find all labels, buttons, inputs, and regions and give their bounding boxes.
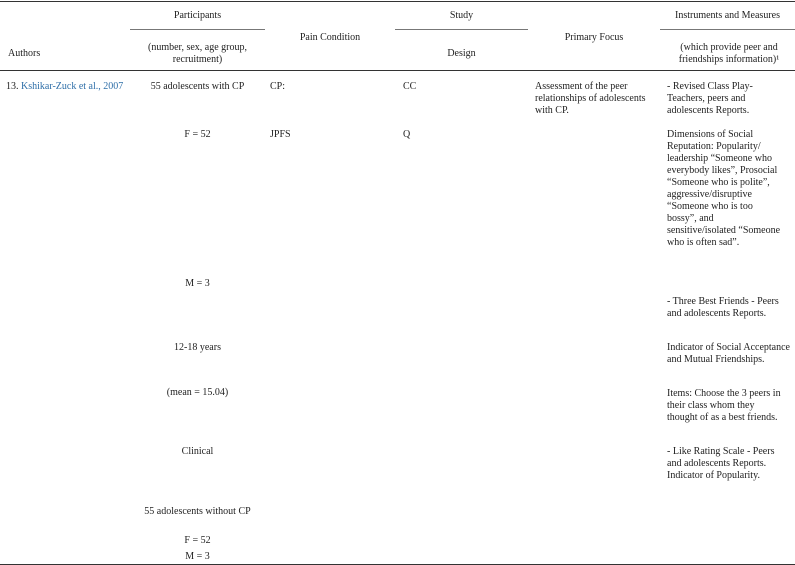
participants-female-count: F = 52	[184, 129, 211, 140]
participants-mean-age: (mean = 15.04)	[166, 387, 229, 398]
participants-group-control: 55 adolescents without CP	[144, 506, 251, 517]
primary-focus-text: Assessment of the peer relationships of adolescents with CP.	[535, 81, 646, 116]
study-number: 13.	[6, 81, 19, 92]
header-participants-sub: (number, sex, age group, recruitment)	[147, 42, 247, 65]
instrument-items-best-friends: Items: Choose the 3 peers in their class whom they thought of as a best friends.	[667, 388, 781, 423]
pain-condition-jpfs: JPFS	[270, 129, 291, 140]
header-bottom-rule	[0, 70, 795, 71]
instrument-revised-class-play: - Revised Class Play- Teachers, peers and adolescents Reports.	[667, 81, 753, 116]
study-row-author	[6, 81, 131, 93]
top-rule	[0, 1, 795, 2]
instrument-like-rating-scale: - Like Rating Scale - Peers and adolescents Reports. Indicator of Popularity.	[667, 446, 775, 481]
header-instruments-sub: (which provide peer and friendships information)¹	[678, 42, 780, 65]
header-primary-focus: Primary Focus	[564, 32, 624, 43]
participants-age-range: 12-18 years	[174, 342, 221, 353]
header-participants: Participants	[173, 10, 222, 21]
participants-recruitment: Clinical	[181, 446, 214, 457]
design-q: Q	[403, 129, 411, 140]
instrument-three-best-friends: - Three Best Friends - Peers and adolescents Reports.	[667, 296, 779, 319]
header-design: Design	[447, 48, 476, 59]
participants-group-cp: 55 adolescents with CP	[150, 81, 245, 92]
study-group-rule	[395, 29, 528, 30]
header-pain-condition: Pain Condition	[299, 32, 361, 43]
instruments-group-rule	[660, 29, 795, 30]
header-authors: Authors	[8, 48, 41, 59]
design-cc: CC	[403, 81, 417, 92]
header-study: Study	[449, 10, 474, 21]
instrument-social-acceptance: Indicator of Social Acceptance and Mutual Friendships.	[667, 342, 790, 365]
header-instruments: Instruments and Measures	[675, 10, 780, 21]
participants-male-count: M = 3	[185, 278, 210, 289]
instrument-social-reputation: Dimensions of Social Reputation: Popularity/ leadership “Someone who everybody likes”, Prosocial “Someone who is polite”, aggressive/disruptive “Someone who is too bossy”, and sensitive/isolated “Someone who is often sad”.	[667, 129, 781, 248]
participants-control-male-count: M = 3	[185, 551, 210, 562]
pain-condition-cp: CP:	[270, 81, 286, 92]
author-citation-link[interactable]: Kshikar-Zuck et al., 2007	[21, 81, 124, 92]
participants-group-rule	[130, 29, 265, 30]
participants-control-female-count: F = 52	[184, 535, 211, 546]
